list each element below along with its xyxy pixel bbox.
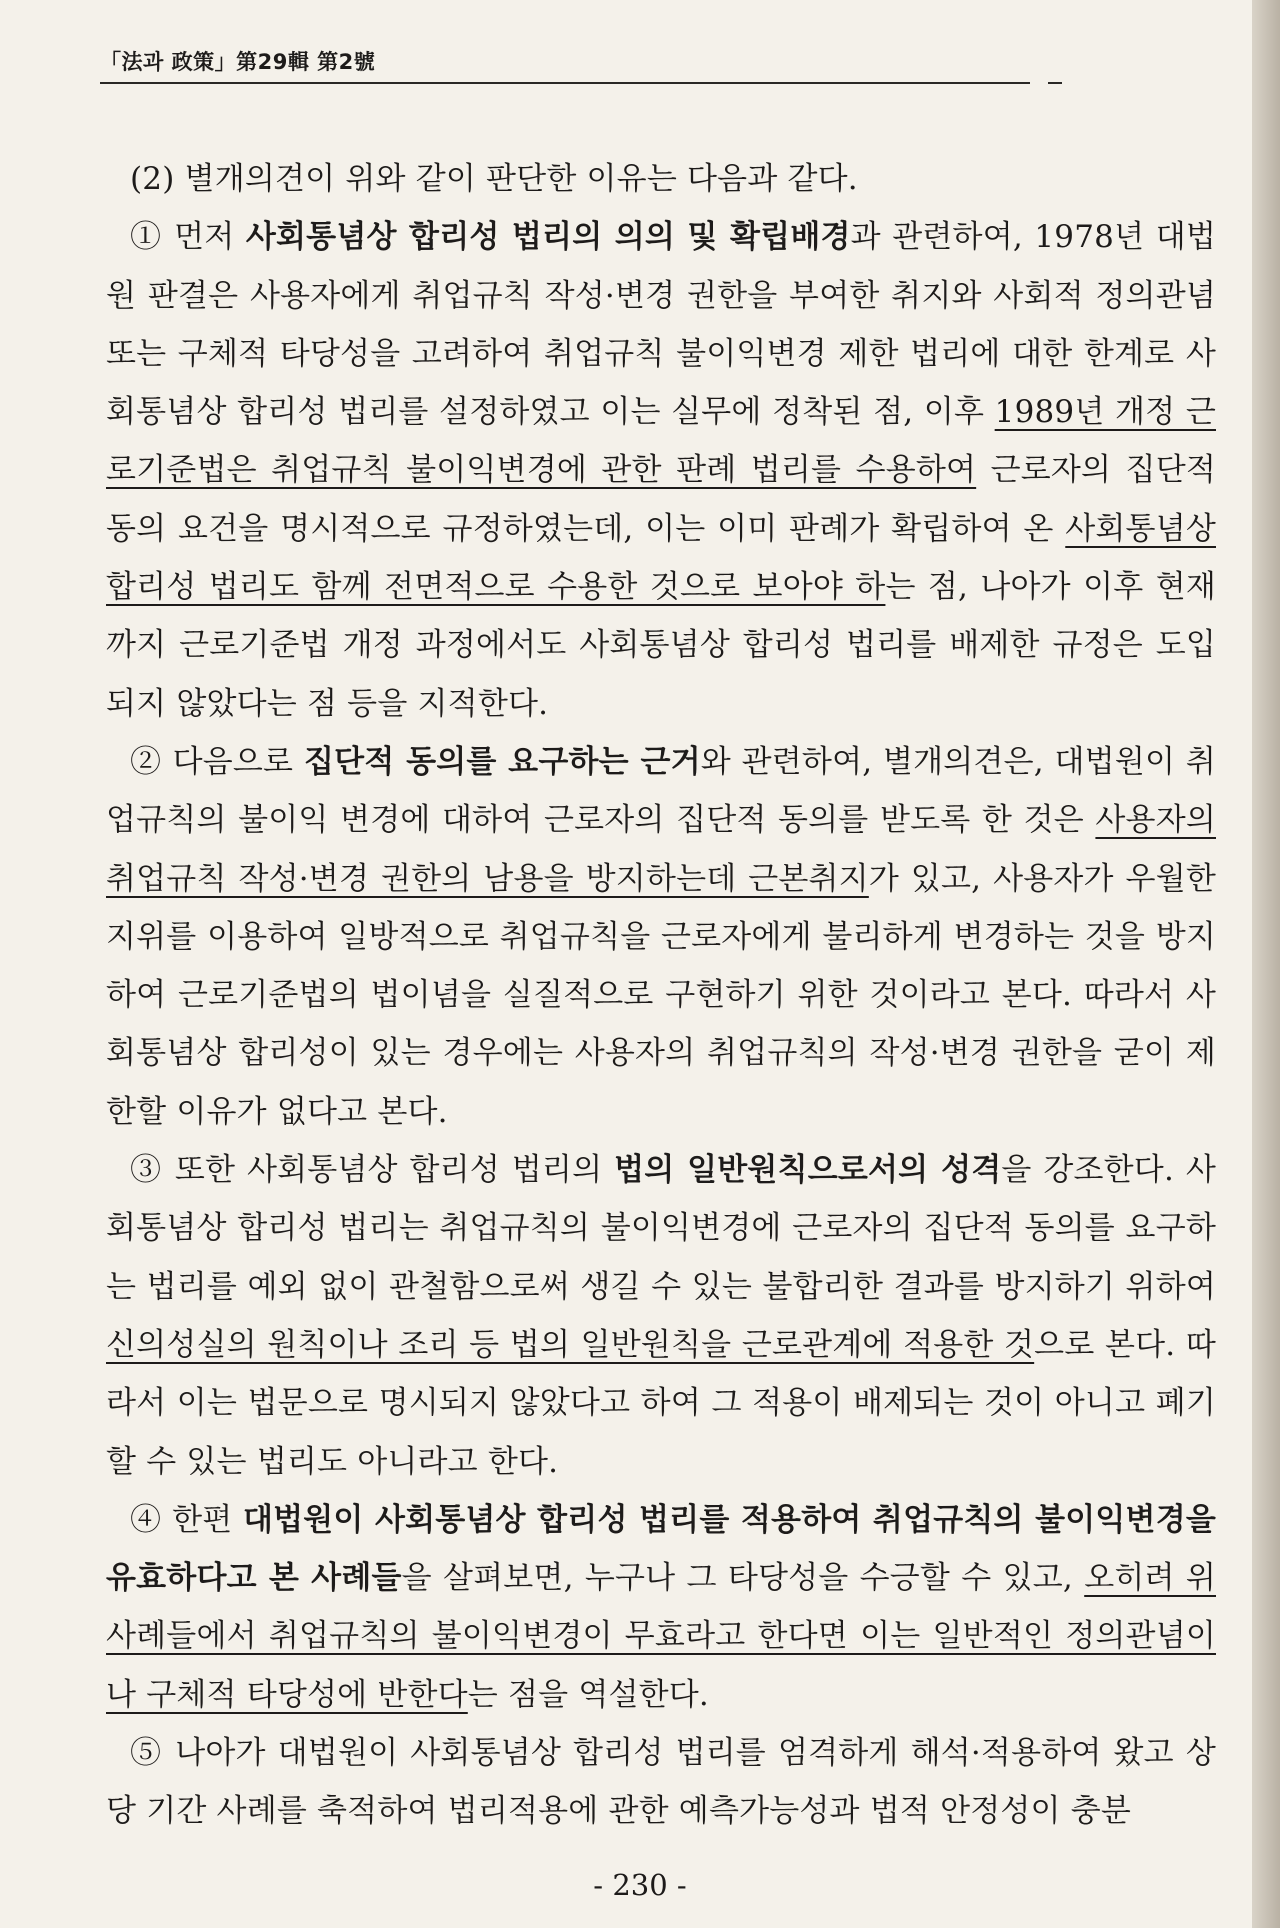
paragraph-intro-text: (2) 별개의견이 위와 같이 판단한 이유는 다음과 같다. [130,161,858,197]
p4-text-2: 는 점을 역설한다. [467,1676,709,1713]
p3-lead: ③ 또한 사회통념상 합리성 법리의 [130,1152,615,1189]
p3-text: 을 강조한다. 사회통념상 합리성 법리는 취업규칙의 불이익변경에 근로자의 집단적 동의를 요구하는 법리를 예외 없이 관철함으로써 생길 수 있는 불합리한 결과를 방지하기 위하여 [106,1152,1216,1305]
paragraph-4 [106,1491,1216,1724]
p2-text-2: 가 있고, 사용자가 우월한 지위를 이용하여 일방적으로 취업규칙을 근로자에게 불리하게 변경하는 것을 방지하여 근로기준법의 법이념을 실질적으로 구현하기 위한 것이라고 본다. 따라서 사회통념상 합리성이 있는 경우에는 사용자의 취업규칙의 작성·변경 권한을 굳이 제한할 이유가 없다고 본다. [106,860,1216,1130]
running-header: 「法과 政策」第29輯 第2號 [100,50,376,74]
p3-underline: 신의성실의 원칙이나 조리 등 법의 일반원칙을 근로관계에 적용한 것 [106,1326,1035,1363]
paragraph-2 [106,733,1216,1141]
p2-underline: 사용자의 취업규칙 작성·변경 권한의 남용을 방지하는데 근본취지 [106,802,1216,897]
p4-lead: ④ 한편 [130,1501,243,1538]
p1-underline-2: 사회통념상 합리성 법리도 함께 전면적으로 수용한 것으로 보아야 하 [106,510,1216,606]
paragraph-5 [106,1724,1216,1841]
p2-lead: ② 다음으로 [130,743,304,780]
p2-bold-topic: 집단적 동의를 요구하는 근거 [303,743,701,780]
paragraph-1 [106,208,1216,733]
p1-text-2: 근로자의 집단적 동의 요건을 명시적으로 규정하였는데, 이는 이미 판례가 확립하여 온 [106,452,1216,547]
paragraph-intro [106,150,1216,208]
p4-underline: 오히려 위 사례들에서 취업규칙의 불이익변경이 무효라고 한다면 이는 일반적인 정의관념이나 구체적 타당성에 반한다 [106,1560,1216,1713]
page-edge [1252,0,1280,1928]
p2-text: 와 관련하여, 별개의견은, 대법원이 취업규칙의 불이익 변경에 대하여 근로자의 집단적 동의를 받도록 한 것은 [106,743,1217,839]
body-text [106,150,1216,1841]
p3-bold-topic: 법의 일반원칙으로서의 성격 [614,1152,1002,1189]
paragraph-3 [106,1141,1216,1491]
page-number: - 230 - [593,1868,687,1902]
p1-lead: ① 먼저 [130,219,246,256]
p3-text-2: 으로 본다. 따라서 이는 법문으로 명시되지 않았다고 하여 그 적용이 배제되는 것이 아니고 폐기할 수 있는 법리도 아니라고 한다. [106,1326,1216,1480]
p4-text: 을 살펴보면, 누구나 그 타당성을 수긍할 수 있고, [401,1560,1085,1597]
p5-text: ⑤ 나아가 대법원이 사회통념상 합리성 법리를 엄격하게 해석·적용하여 왔고 상당 기간 사례를 축적하여 법리적용에 관한 예측가능성과 법적 안정성이 충분 [106,1735,1216,1830]
p1-underline-1: 1989년 개정 근로기준법은 취업규칙 불이익변경에 관한 판례 법리를 수용하여 [106,394,1216,489]
header-rule [100,82,1030,84]
p4-bold-topic: 대법원이 사회통념상 합리성 법리를 적용하여 취업규칙의 불이익변경을 유효하다고 본 사례들 [106,1501,1216,1597]
p1-text: 과 관련하여, 1978년 대법원 판결은 사용자에게 취업규칙 작성·변경 권한을 부여한 취지와 사회적 정의관념 또는 구체적 타당성을 고려하여 취업규칙 불이익변경 제한 법리에 대한 한계로 사회통념상 합리성 법리를 설정하였고 이는 실무에 정착된 점, 이후 [106,219,1216,431]
header-rule-end [1048,82,1062,84]
p1-text-3: 는 점, 나아가 이후 현재까지 근로기준법 개정 과정에서도 사회통념상 합리성 법리를 배제한 규정은 도입되지 않았다는 점 등을 지적한다. [106,569,1216,722]
p1-bold-topic: 사회통념상 합리성 법리의 의의 및 확립배경 [245,219,851,256]
